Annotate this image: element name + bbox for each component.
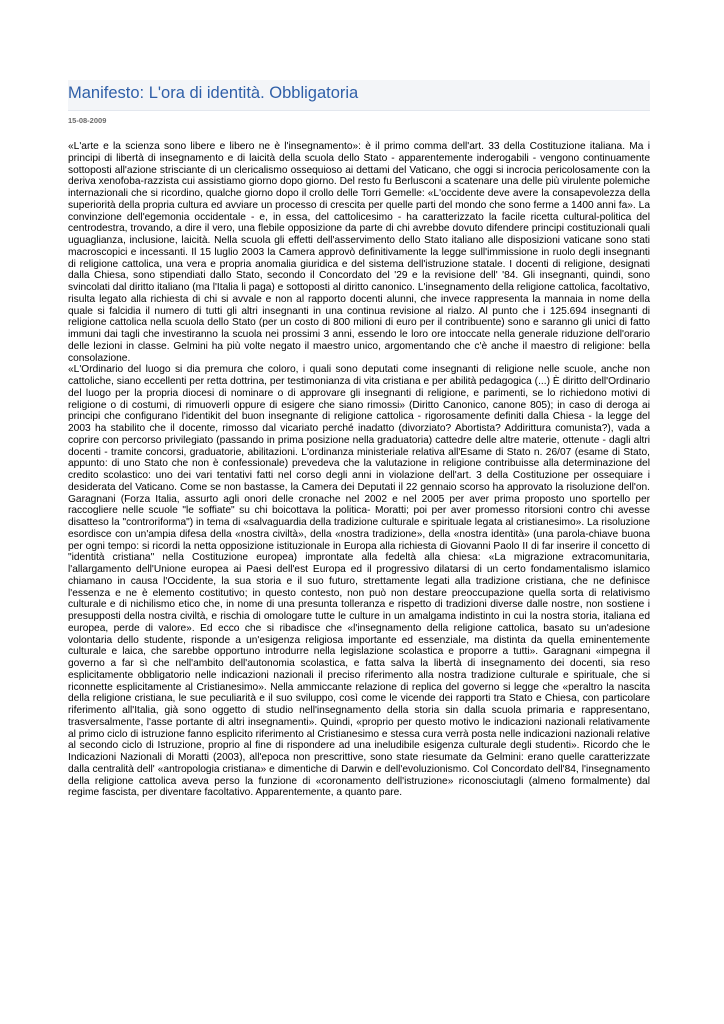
- article-paragraph: «L'Ordinario del luogo si dia premura che coloro, i quali sono deputati come insegnanti di religione nelle scuole, anche non cattoliche, siano eccellenti per retta dottrina, per testimonianza di vita cristiana e per abilità pedagogica (...) È diritto dell'Ordinario del luogo per la propria diocesi di nominare o di approvare gli insegnanti di religione, e parimenti, se lo richiedono motivi di religione o di costumi, di rimuoverli oppure di esigere che siano rimossi» (Diritto Canonico, canone 805); in caso di deroga ai principi che configurano l'identikit del buon insegnante di religione cattolica - rigorosamente definiti dalla Chiesa - la legge del 2003 ha stabilito che il docente, rimosso dal vicariato perché inadatto (divorziato? Abortista? Addirittura comunista?), vada a coprire con percorso privilegiato (passando in prima posizione nella graduatoria) cattedre delle altre materie, ottenute - dagli altri docenti - tramite concorsi, graduatorie, abilitazioni. L'ordinanza ministeriale relativa all'Esame di Stato n. 26/07 (esame di Stato, appunto: di uno Stato che non è confessionale) prevedeva che la valutazione in religione contribuisse alla determinazione del credito scolastico: uno dei vari tentativi fatti nel corso degli anni in violazione dell'art. 3 della Costituzione per ossequiare i desiderata del Vaticano. Come se non bastasse, la Camera dei Deputati il 22 gennaio scorso ha approvato la risoluzione dell'on. Garagnani (Forza Italia, assurto agli onori delle cronache nel 2002 e nel 2005 per aver prima proposto uno sportello per raccogliere nelle scuole "le soffiate" su chi boicottava la politica- Moratti; poi per aver promesso ritorsioni contro chi avesse disatteso la "controriforma") in tema di «salvaguardia della tradizione culturale e spirituale legata al cristianesimo». La risoluzione esordisce con un'ampia difesa della «nostra civiltà», della «nostra tradizione», della «nostra identità» (una parola-chiave buona per ogni tempo: si ricordi la netta opposizione istituzionale in Europa alla richiesta di Giovanni Paolo II di far inserire il concetto di "identità cristiana" nella Costituzione europea) improntate alla fedeltà alla chiesa: «La migrazione extracomunitaria, l'allargamento dell'Unione europea ai Paesi dell'est Europa ed il progressivo dilatarsi di un certo fondamentalismo islamico chiamano in causa l'Occidente, la sua storia e il suo futuro, strettamente legati alla tradizione cristiana, che ne definisce l'essenza e ne è elemento costitutivo; in questo contesto, non può non destare preoccupazione quella sorta di relativismo culturale e di nichilismo etico che, in nome di una presunta tolleranza e rispetto di tradizioni diverse dalle nostre, non sostiene i presupposti della nostra civiltà, e rischia di omologare tutte le culture in un amalgama indistinto in cui la nostra storia, italiana ed europea, perde di valore». Ed ecco che si ribadisce che «l'insegnamento della religione cattolica, basato su un'adesione volontaria dello studente, risponde a un'esigenza religiosa importante ed essenziale, ma distinta da quella eminentemente culturale e laica, che sarebbe opportuno introdurre nella legislazione scolastica e proporre a tutti». Garagnani «impegna il governo a far sì che nell'ambito dell'autonomia scolastica, e fatta salva la libertà di insegnamento dei docenti, sia reso esplicitamente obbligatorio nelle indicazioni nazionali il preciso riferimento alla nostra tradizione culturale e spirituale, che si riconnette esplicitamente al Cristianesimo». Nella ammiccante relazione di replica del governo si legge che «peraltro la nascita della religione cristiana, le sue peculiarità e il suo sviluppo, così come le vicende dei rapporti tra Stato e Chiesa, con particolare riferimento all'Italia, già sono oggetto di studio nell'insegnamento della storia sin dalla scuola primaria e rappresentano, trasversalmente, l'asse portante di altri insegnamenti». Quindi, «proprio per questo motivo le indicazioni nazionali relativamente al primo ciclo di istruzione fanno esplicito riferimento al Cristianesimo e stessa cura verrà posta nelle indicazioni nazionali relative al secondo ciclo di Istruzione, proprio al fine di rispondere ad una ineludibile esigenza culturale degli studenti». Ricordo che le Indicazioni Nazionali di Moratti (2003), all'epoca non prescrittive, sono state riesumate da Gelmini: erano quelle caratterizzate dalla centralità dell' «antropologia cristiana» e dimentiche di Darwin e dell'evoluzionismo. Col Concordato dell'84, l'insegnamento della religione cattolica aveva perso la funzione di «coronamento dell'istruzione» riconosciutagli (almeno formalmente) dal regime fascista, per diventare facoltativo. Apparentemente, a quanto pare.: [68, 364, 650, 799]
- title-bar: [68, 80, 650, 111]
- article-paragraph: «L'arte e la scienza sono libere e libero ne è l'insegnamento»: è il primo comma dell'art. 33 della Costituzione italiana. Ma i principi di libertà di insegnamento e di laicità della scuola dello Stato - apparentemente inderogabili - vengono continuamente sottoposti all'azione strisciante di un clericalismo ossequioso ai dettami del Vaticano, che oggi si incrocia pericolosamente con la deriva xenofoba-razzista cui assistiamo giorno dopo giorno. Del resto fu Berlusconi a scatenare una delle più virulente polemiche internazionali che si ricordino, qualche giorno dopo il crollo delle Torri Gemelle: «L'occidente deve avere la consapevolezza della superiorità della propria cultura ed avviare un processo di crescita per quelle parti del mondo che sono ferme a 1400 anni fa». La convinzione dell'egemonia occidentale - e, in essa, del cattolicesimo - ha caratterizzato la facile ricetta cultural-politica del centrodestra, trovando, a dire il vero, una flebile opposizione da parte di chi avrebbe dovuto difendere principi costituzionali quali uguaglianza, inclusione, laicità. Nella scuola gli effetti dell'asservimento dello Stato italiano alle disposizioni vaticane sono stati macroscopici e incessanti. Il 15 luglio 2003 la Camera approvò definitivamente la legge sull'immissione in ruolo degli insegnanti di religione cattolica, una vera e propria anomalia giuridica e del sistema dell'istruzione statale. I docenti di religione, designati dalla Chiesa, sono stipendiati dallo Stato, secondo il Concordato del '29 e la revisione dell' '84. Gli insegnanti, quindi, sono svincolati dal diritto italiano (ma l'Italia li paga) e sottoposti al diritto canonico. L'insegnamento della religione cattolica, facoltativo, risulta legato alla richiesta di chi si avvale e non al rapporto docenti alunni, che invece rappresenta la mannaia in nome della quale si falcidia il numero di tutti gli altri insegnanti in una continua revisione al rialzo. Al punto che i 125.694 insegnanti di religione cattolica nella scuola dello Stato (per un costo di 800 milioni di euro per il contribuente) sono e saranno gli unici di fatto immuni dai tagli che investiranno la scuola nei prossimi 3 anni, essendo le loro ore intoccate nella generale riduzione dell'orario delle lezioni in classe. Gelmini ha più volte negato il maestro unico, argomentando che c'è anche il maestro di religione: bella consolazione.: [68, 141, 650, 364]
- article-body: [68, 141, 650, 799]
- article: [68, 80, 650, 799]
- article-title: Manifesto: L'ora di identità. Obbligatoria: [68, 84, 359, 102]
- article-date: 15-08-2009: [68, 116, 107, 125]
